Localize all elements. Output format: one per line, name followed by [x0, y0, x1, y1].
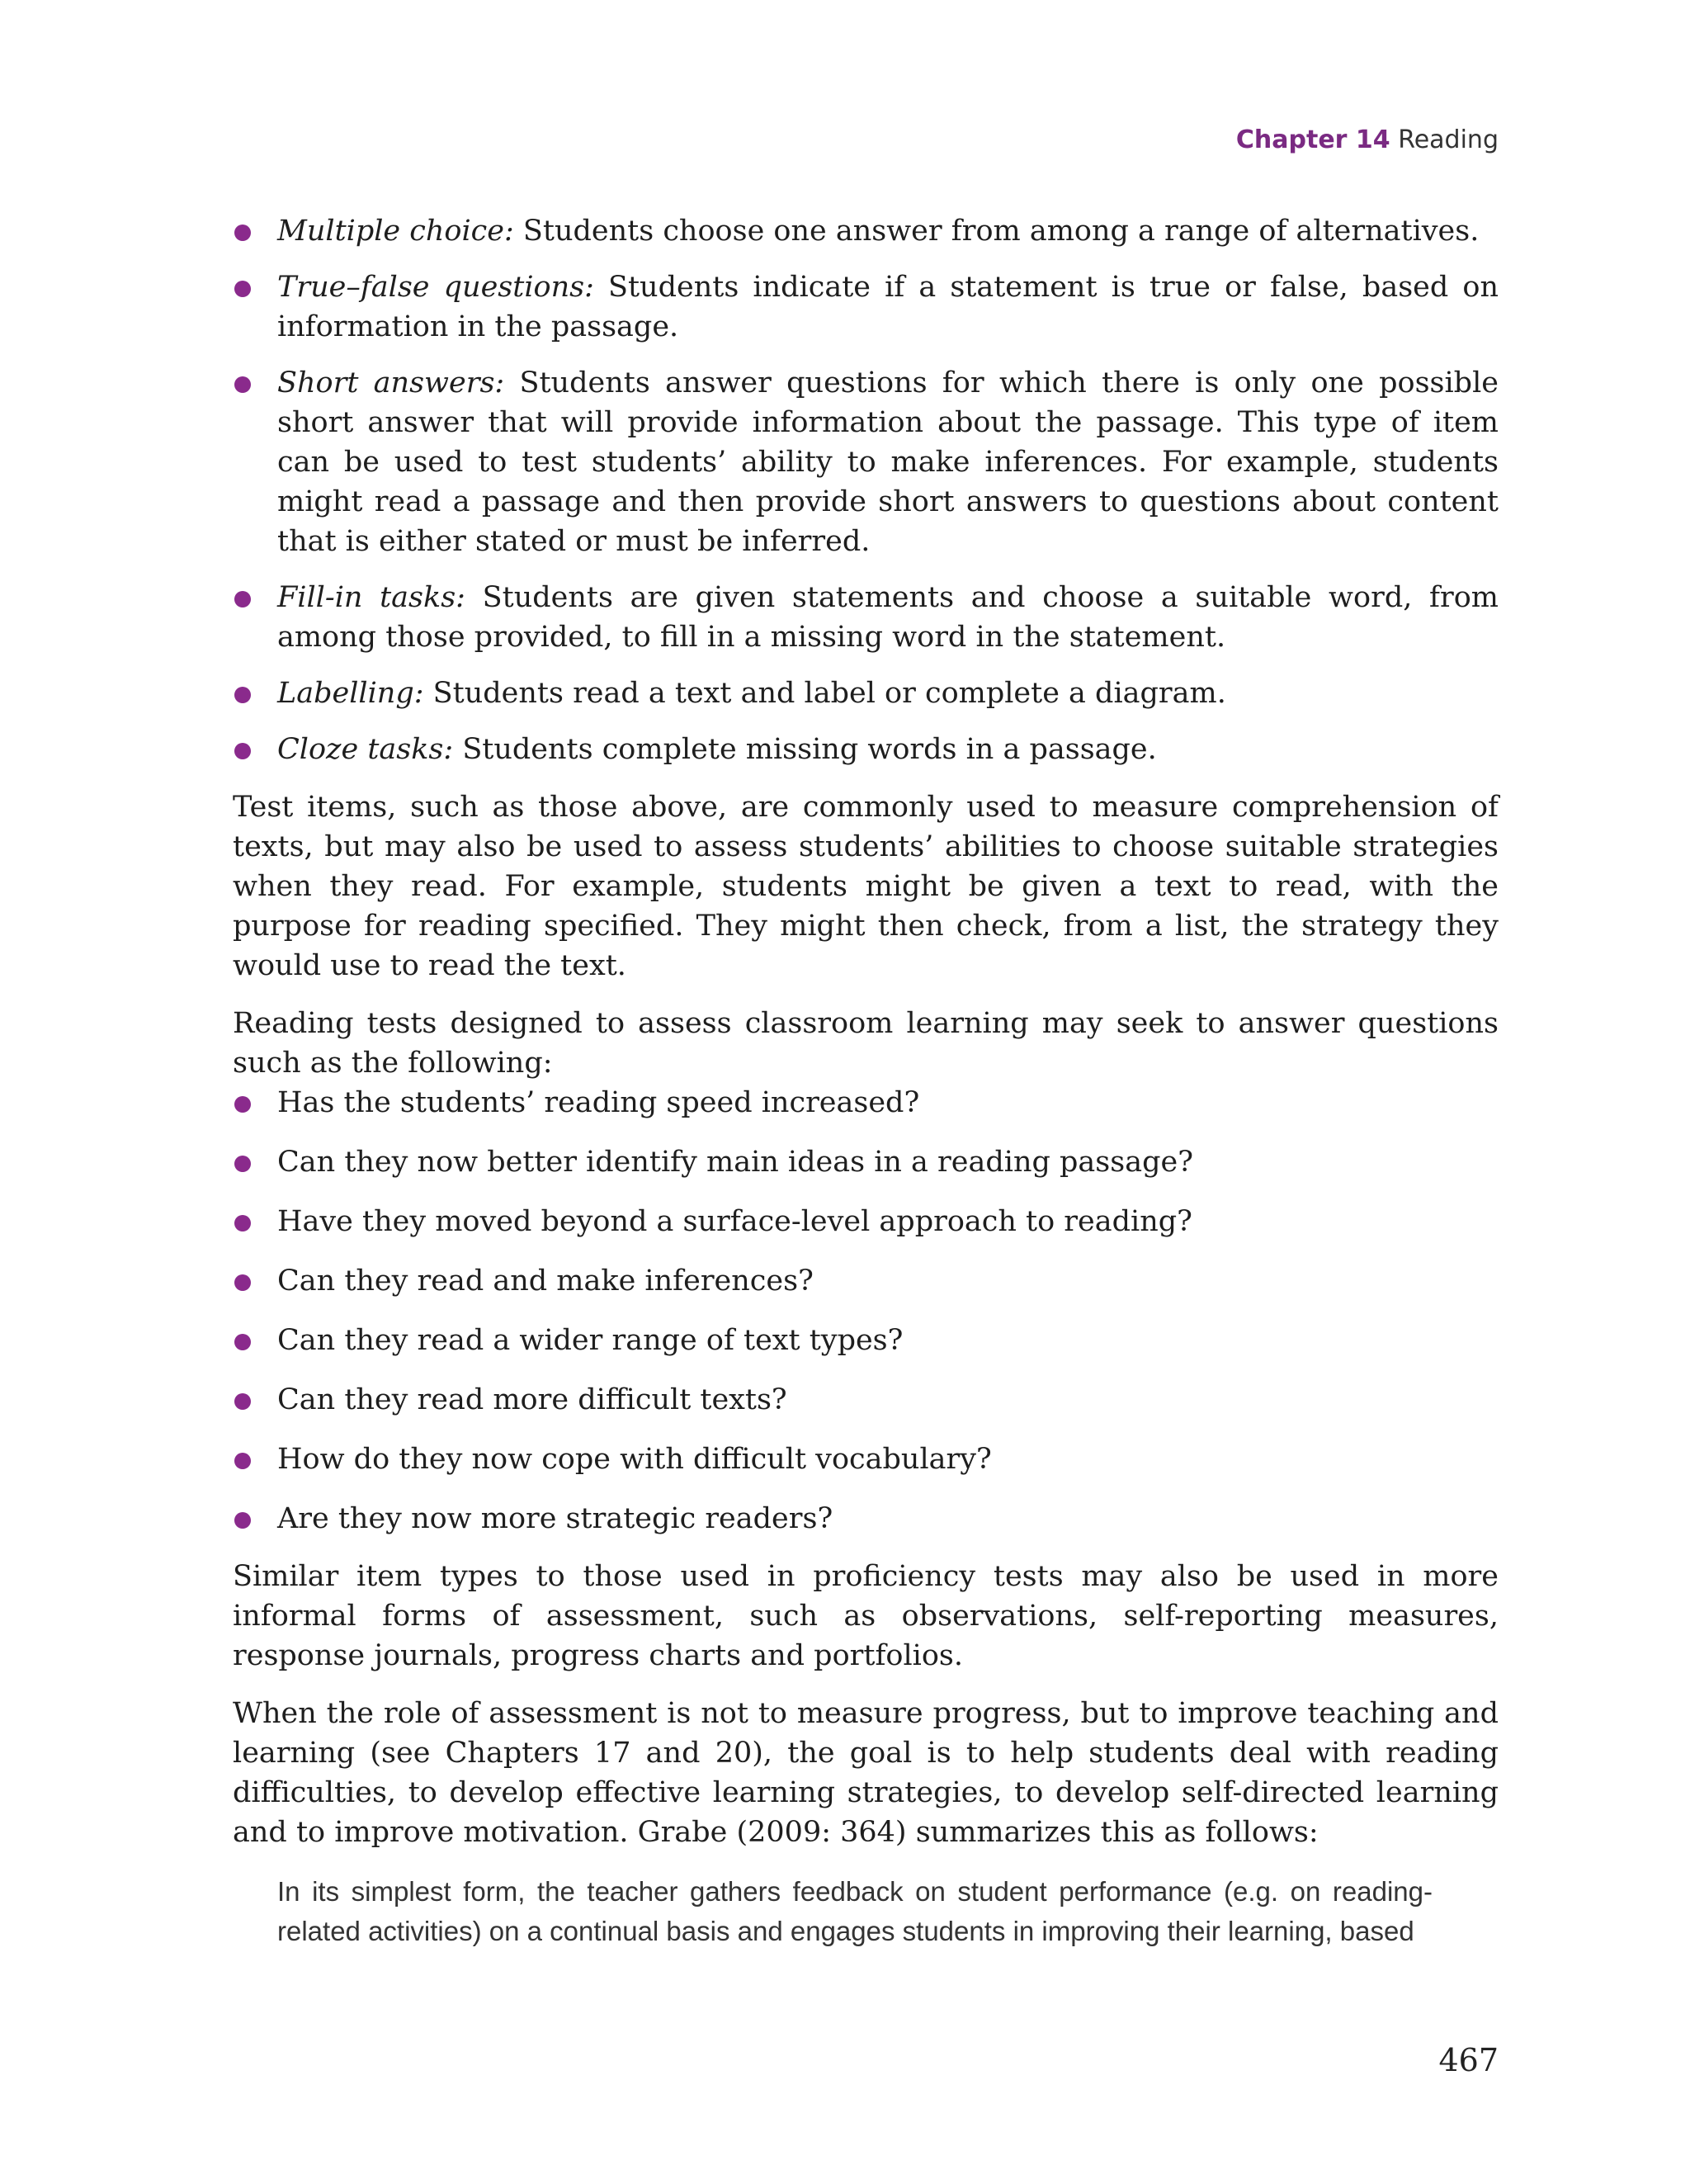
running-header	[1236, 125, 1499, 154]
paragraph: Similar item types to those used in proficiency tests may also be used in more informal forms of assessment, such as observations, self-reporting measures, response journals, progress charts and portfolios.	[233, 1560, 1499, 1672]
item-text: Students are given statements and choose a suitable word, from among those provided, to fill in a missing word in the statement.	[277, 581, 1499, 654]
bullet-icon	[234, 1334, 251, 1350]
main-content	[233, 211, 1499, 1951]
list-item	[233, 1380, 1499, 1420]
list-item	[233, 267, 1499, 347]
question-text: Can they now better identify main ideas in a reading passage?	[277, 1146, 1193, 1179]
question-text: Can they read a wider range of text types?	[277, 1324, 904, 1357]
item-text: Students complete missing words in a passage.	[453, 733, 1157, 766]
bullet-icon	[234, 281, 251, 297]
list-item	[233, 1321, 1499, 1360]
item-term: Fill-in tasks:	[277, 581, 465, 614]
list-item	[233, 730, 1499, 769]
chapter-title: Reading	[1398, 125, 1499, 154]
list-item	[233, 363, 1499, 561]
item-term: Multiple choice:	[277, 215, 514, 248]
bullet-icon	[234, 1156, 251, 1172]
bullet-icon	[234, 376, 251, 393]
question-text: Have they moved beyond a surface-level approach to reading?	[277, 1205, 1192, 1238]
bullet-icon	[234, 743, 251, 759]
list-item	[233, 1202, 1499, 1241]
list-item	[233, 1142, 1499, 1182]
bullet-icon	[234, 225, 251, 241]
paragraph: Reading tests designed to assess classroom learning may seek to answer questions such as the following:	[233, 1007, 1499, 1080]
chapter-label: Chapter 14	[1235, 125, 1390, 154]
bullet-icon	[234, 687, 251, 703]
item-text: Students indicate if a statement is true or false, based on information in the passage.	[277, 271, 1499, 343]
list-item	[233, 578, 1499, 657]
bullet-icon	[234, 591, 251, 607]
paragraph: When the role of assessment is not to measure progress, but to improve teaching and learning (see Chapters 17 and 20), the goal is to help students deal with reading difficulties, to develop effective learning strategies, to develop self-directed learning and to improve motivation. Grabe (2009: 364) summarizes this as follows:	[233, 1697, 1499, 1849]
bullet-icon	[234, 1512, 251, 1529]
bullet-icon	[234, 1393, 251, 1410]
item-term: True–false questions:	[277, 271, 594, 304]
item-term: Labelling:	[277, 677, 424, 710]
bullet-icon	[234, 1274, 251, 1291]
page-number: 467	[1438, 2042, 1499, 2078]
question-text: Can they read and make inferences?	[277, 1265, 814, 1298]
list-item	[233, 1439, 1499, 1479]
question-text: Are they now more strategic readers?	[277, 1502, 833, 1535]
item-text: Students answer questions for which there is only one possible short answer that will provide information about the passage. This type of item can be used to test students’ ability to make inferences. For example, students might read a passage and then provide short answers to questions about content that is either stated or must be inferred.	[277, 366, 1499, 558]
list-item	[233, 1261, 1499, 1301]
item-term: Short answers:	[277, 366, 505, 399]
question-text: How do they now cope with difficult vocabulary?	[277, 1443, 992, 1476]
list-item	[233, 1499, 1499, 1539]
bullet-icon	[234, 1215, 251, 1231]
paragraph: Test items, such as those above, are commonly used to measure comprehension of texts, but may also be used to assess students’ abilities to choose suitable strategies when they read. For example, students might be given a text to read, with the purpose for reading specified. They might then check, from a list, the strategy they would use to read the text.	[233, 791, 1499, 982]
block-quote: In its simplest form, the teacher gathers feedback on student performance (e.g. on reading-related activities) on a continual basis and engages students in improving their learning, based	[277, 1876, 1433, 1946]
bullet-icon	[234, 1453, 251, 1469]
list-item	[233, 674, 1499, 713]
list-item	[233, 211, 1499, 251]
list-item	[233, 1083, 1499, 1123]
question-text: Can they read more difficult texts?	[277, 1383, 787, 1416]
item-term: Cloze tasks:	[277, 733, 454, 766]
item-text: Students choose one answer from among a range of alternatives.	[513, 215, 1480, 248]
bullet-icon	[234, 1096, 251, 1113]
item-text: Students read a text and label or complete a diagram.	[423, 677, 1226, 710]
questions-list	[233, 1083, 1499, 1539]
item-types-list	[233, 211, 1499, 769]
question-text: Has the students’ reading speed increased?	[277, 1086, 920, 1119]
